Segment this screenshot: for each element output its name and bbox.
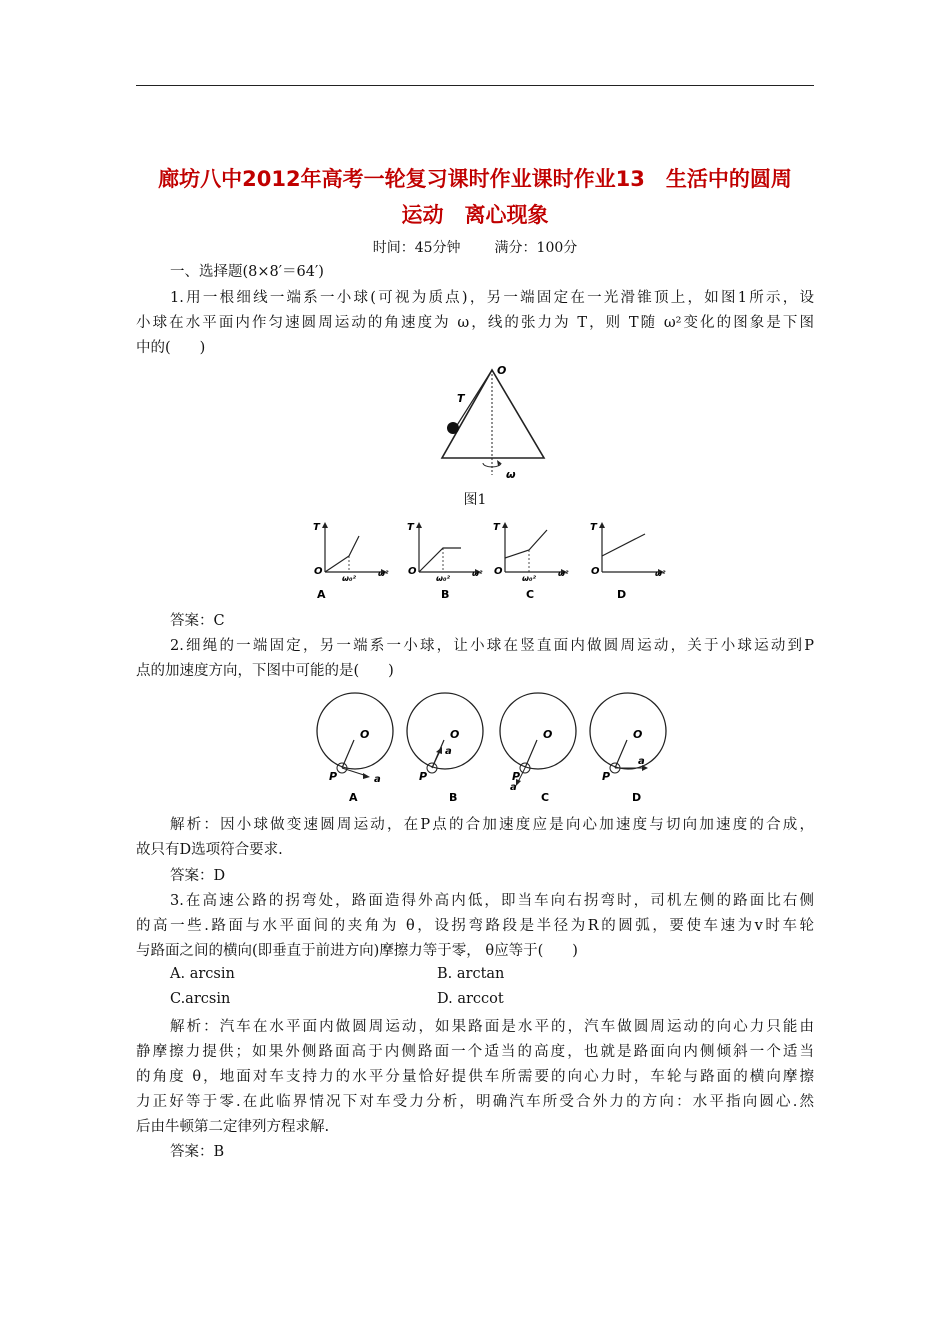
svg-text:O: O — [633, 728, 643, 741]
option-label: D — [617, 588, 627, 601]
q3-analysis-line: 解析：汽车在水平面内做圆周运动，如果路面是水平的，汽车做圆周运动的向心力只能由 — [170, 1019, 814, 1035]
q3-option-c: C.arcsin — [170, 991, 231, 1007]
omega-label: ω — [506, 468, 516, 481]
svg-text:ω₀²: ω₀² — [522, 574, 536, 583]
svg-text:O: O — [591, 566, 600, 577]
q1-line: 中的( ) — [136, 340, 206, 356]
svg-text:P: P — [329, 770, 338, 783]
svg-text:T: T — [407, 522, 414, 533]
graph-c — [493, 522, 569, 601]
svg-text:O: O — [494, 566, 503, 577]
svg-text:a: a — [510, 782, 517, 793]
apex-label: O — [497, 364, 507, 377]
curve — [325, 536, 359, 572]
curve — [419, 548, 461, 572]
svg-text:T: T — [590, 522, 597, 533]
q3-option-d: D. arccot — [437, 991, 504, 1007]
curve — [602, 534, 645, 556]
header-rule — [136, 85, 814, 86]
svg-text:a: a — [374, 774, 381, 785]
exam-meta — [136, 237, 814, 257]
q3-answer: 答案：B — [170, 1144, 225, 1160]
option-label: C — [526, 588, 535, 601]
svg-text:ω₀²: ω₀² — [436, 574, 450, 583]
tension-label: T — [457, 392, 465, 405]
svg-text:ω²: ω² — [655, 569, 666, 578]
figure-caption: 图1 — [463, 492, 487, 508]
option-label: B — [449, 791, 458, 804]
section-heading: 一、选择题(8×8′＝64′) — [170, 264, 324, 280]
svg-text:O: O — [408, 566, 417, 577]
graph-b — [407, 522, 483, 601]
q3-line: 的高一些.路面与水平面间的夹角为 θ，设拐弯路段是半径为R的圆弧，要使车速为v时车轮 — [136, 918, 814, 934]
cone-figure — [420, 360, 560, 485]
q2-analysis-line: 故只有D选项符合要求. — [136, 842, 283, 858]
svg-text:ω²: ω² — [378, 569, 389, 578]
svg-text:a: a — [445, 746, 452, 757]
graph-a — [313, 522, 389, 601]
q3-analysis-line: 力正好等于零.在此临界情况下对车受力分析，明确汽车所受合外力的方向：水平指向圆心.然 — [136, 1094, 814, 1110]
svg-text:ω₀²: ω₀² — [342, 574, 356, 583]
svg-text:ω²: ω² — [558, 569, 569, 578]
option-label: A — [317, 588, 326, 601]
q3-analysis-line: 的角度 θ，地面对车支持力的水平分量恰好提供车所需要的向心力时，车轮与路面的横向摩擦 — [136, 1069, 814, 1085]
circle-b — [407, 693, 483, 804]
svg-text:P: P — [419, 770, 428, 783]
q3-line: 3.在高速公路的拐弯处，路面造得外高内低，即当车向右拐弯时，司机左侧的路面比右侧 — [170, 893, 814, 909]
svg-text:O: O — [450, 728, 460, 741]
time-limit: 时间：45分钟 — [372, 240, 461, 256]
option-label: C — [541, 791, 550, 804]
q2-option-circles — [312, 688, 682, 808]
full-score: 满分：100分 — [494, 240, 578, 256]
q2-analysis-line: 解析：因小球做变速圆周运动，在P点的合加速度应是向心加速度与切向加速度的合成， — [170, 817, 814, 833]
svg-text:O: O — [360, 728, 370, 741]
q2-answer: 答案：D — [170, 868, 226, 884]
circle-c — [500, 693, 576, 804]
option-label: B — [441, 588, 450, 601]
q3-option-b: B. arctan — [437, 966, 505, 982]
svg-text:ω²: ω² — [472, 569, 483, 578]
q1-line: 小球在水平面内作匀速圆周运动的角速度为 ω，线的张力为 T，则 T随 ω²变化的图象是下图 — [136, 315, 814, 331]
ball — [447, 422, 459, 434]
circle-a — [317, 693, 393, 804]
page-title-line2: 运动 离心现象 — [401, 203, 549, 227]
q3-analysis-line: 静摩擦力提供；如果外侧路面高于内侧路面一个适当的高度，也就是路面向内侧倾斜一个适当 — [136, 1044, 814, 1060]
curve — [505, 530, 547, 558]
circle-d — [590, 693, 666, 804]
q3-option-a: A. arcsin — [170, 966, 235, 982]
svg-text:a: a — [638, 756, 645, 767]
svg-text:P: P — [512, 770, 521, 783]
graph-d — [590, 522, 666, 601]
q1-option-graphs — [305, 514, 685, 604]
q2-line: 2.细绳的一端固定，另一端系一小球，让小球在竖直面内做圆周运动，关于小球运动到P — [170, 638, 814, 654]
svg-text:P: P — [602, 770, 611, 783]
q1-line: 1.用一根细线一端系一小球(可视为质点)，另一端固定在一光滑锥顶上，如图1所示，设 — [170, 290, 814, 306]
q3-line: 与路面之间的横向(即垂直于前进方向)摩擦力等于零， θ应等于( ) — [136, 943, 578, 959]
svg-text:O: O — [543, 728, 553, 741]
q1-answer: 答案：C — [170, 613, 225, 629]
option-label: A — [349, 791, 358, 804]
svg-text:O: O — [314, 566, 323, 577]
svg-text:T: T — [313, 522, 320, 533]
option-label: D — [632, 791, 642, 804]
q3-analysis-line: 后由牛顿第二定律列方程求解. — [136, 1119, 330, 1135]
svg-text:T: T — [493, 522, 500, 533]
q2-line: 点的加速度方向，下图中可能的是( ) — [136, 663, 394, 679]
page-title-line1: 廊坊八中2012年高考一轮复习课时作业课时作业13 生活中的圆周 — [158, 167, 792, 191]
cone-outline — [442, 370, 544, 458]
